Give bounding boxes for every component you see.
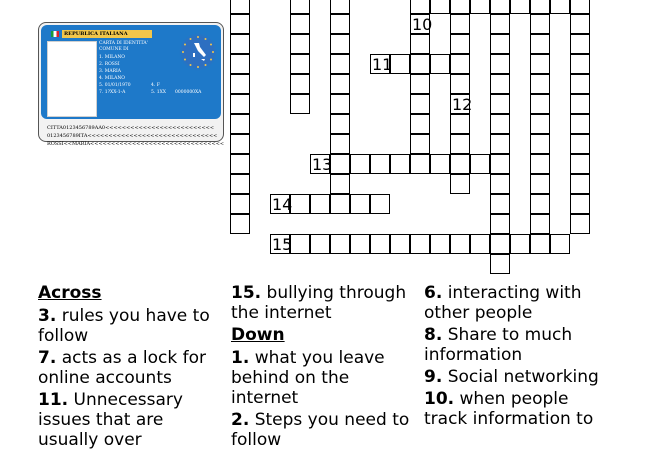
grid-cell[interactable] — [370, 234, 390, 254]
grid-cell[interactable] — [570, 74, 590, 94]
grid-cell[interactable] — [330, 74, 350, 94]
grid-cell[interactable] — [410, 134, 430, 154]
clue-number: 15 — [272, 235, 293, 254]
id-field: 0000000XA — [175, 90, 202, 95]
grid-cell[interactable] — [410, 54, 430, 74]
grid-cell[interactable] — [410, 34, 430, 54]
grid-cell[interactable] — [490, 194, 510, 214]
id-field: 5. 1XX — [151, 90, 166, 95]
grid-cell[interactable] — [230, 0, 250, 14]
grid-cell[interactable] — [230, 94, 250, 114]
grid-cell[interactable] — [530, 234, 550, 254]
grid-cell[interactable] — [450, 14, 470, 34]
id-card-header: REPUBLICA ITALIANA — [64, 31, 128, 37]
grid-cell[interactable] — [470, 154, 490, 174]
id-field: 1. MILANO — [99, 55, 125, 60]
clue-number: 14 — [272, 195, 293, 214]
italian-flag-icon — [51, 31, 59, 37]
grid-cell[interactable] — [490, 0, 510, 14]
clue-item: 3. rules you have to follow — [38, 306, 210, 346]
grid-cell[interactable] — [330, 134, 350, 154]
grid-cell[interactable] — [530, 214, 550, 234]
clue-number: 13 — [312, 155, 333, 174]
grid-cell[interactable] — [490, 254, 510, 274]
grid-cell[interactable] — [530, 194, 550, 214]
grid-cell[interactable] — [490, 174, 510, 194]
grid-cell[interactable] — [510, 0, 530, 14]
grid-cell[interactable] — [230, 14, 250, 34]
grid-cell[interactable] — [410, 234, 430, 254]
grid-cell[interactable] — [230, 74, 250, 94]
mrz-line: ROSSI<<MARIA<<<<<<<<<<<<<<<<<<<<<<<<<<<<<<<< — [47, 141, 225, 147]
grid-cell[interactable] — [510, 234, 530, 254]
grid-cell[interactable] — [390, 154, 410, 174]
grid-cell[interactable] — [450, 174, 470, 194]
grid-cell[interactable] — [570, 54, 590, 74]
grid-cell[interactable] — [450, 54, 470, 74]
grid-cell[interactable] — [430, 0, 450, 14]
id-card-image — [38, 22, 225, 147]
grid-cell[interactable] — [330, 174, 350, 194]
grid-cell[interactable] — [470, 234, 490, 254]
grid-cell[interactable] — [290, 14, 310, 34]
grid-cell[interactable] — [530, 114, 550, 134]
grid-cell[interactable] — [570, 154, 590, 174]
grid-cell[interactable] — [350, 154, 370, 174]
grid-cell[interactable] — [450, 114, 470, 134]
grid-cell[interactable] — [490, 14, 510, 34]
grid-cell[interactable] — [570, 134, 590, 154]
grid-cell[interactable] — [290, 34, 310, 54]
grid-cell[interactable] — [330, 34, 350, 54]
id-field: 2. ROSSI — [99, 62, 120, 67]
id-field: 7. 1?XX-1-A — [99, 90, 126, 95]
grid-cell[interactable] — [490, 234, 510, 254]
grid-cell[interactable] — [570, 34, 590, 54]
grid-cell[interactable] — [230, 154, 250, 174]
grid-cell[interactable] — [290, 94, 310, 114]
clues-column-2 — [231, 283, 419, 452]
grid-cell[interactable] — [230, 34, 250, 54]
grid-cell[interactable] — [230, 194, 250, 214]
down-heading: Down — [231, 325, 285, 345]
grid-cell[interactable] — [230, 134, 250, 154]
grid-cell[interactable] — [490, 114, 510, 134]
grid-cell[interactable] — [310, 194, 330, 214]
grid-cell[interactable] — [290, 74, 310, 94]
clue-item: 1. what you leave behind on the internet — [231, 348, 385, 408]
grid-cell[interactable] — [470, 0, 490, 14]
grid-cell[interactable] — [390, 234, 410, 254]
grid-cell[interactable] — [310, 234, 330, 254]
grid-cell[interactable] — [290, 234, 310, 254]
grid-cell[interactable] — [530, 14, 550, 34]
grid-cell[interactable] — [450, 234, 470, 254]
grid-cell[interactable] — [450, 34, 470, 54]
id-field: 4. F — [151, 83, 160, 88]
europe-map-emblem-icon — [179, 33, 217, 71]
grid-cell[interactable] — [490, 74, 510, 94]
grid-cell[interactable] — [230, 214, 250, 234]
grid-cell[interactable] — [410, 0, 430, 14]
grid-cell[interactable] — [430, 234, 450, 254]
clue-number: 11 — [372, 55, 393, 74]
grid-cell[interactable] — [330, 14, 350, 34]
clue-item: 7. acts as a lock for online accounts — [38, 348, 206, 388]
grid-cell[interactable] — [290, 54, 310, 74]
clue-item: 6. interacting with other people — [424, 283, 582, 323]
grid-cell[interactable] — [570, 14, 590, 34]
grid-cell[interactable] — [530, 134, 550, 154]
id-photo-placeholder — [47, 41, 97, 117]
grid-cell[interactable] — [230, 174, 250, 194]
grid-cell[interactable] — [450, 0, 470, 14]
grid-cell[interactable] — [230, 114, 250, 134]
grid-cell[interactable] — [330, 0, 350, 14]
grid-cell[interactable] — [530, 154, 550, 174]
grid-cell[interactable] — [570, 214, 590, 234]
grid-cell[interactable] — [350, 194, 370, 214]
grid-cell[interactable] — [570, 114, 590, 134]
grid-cell[interactable] — [430, 54, 450, 74]
id-field: 5. 01/01/1970 — [99, 83, 131, 88]
grid-cell[interactable] — [570, 94, 590, 114]
clue-item: 9. Social networking — [424, 367, 599, 387]
clue-item: 10. when people track information to — [424, 389, 594, 429]
grid-cell[interactable] — [570, 194, 590, 214]
grid-cell[interactable] — [330, 234, 350, 254]
grid-cell[interactable] — [490, 94, 510, 114]
id-field: CARTA DI IDENTITA' — [99, 41, 148, 46]
clue-item: 11. Unnecessary issues that are usually over — [38, 390, 183, 450]
id-field: 4. MILANO — [99, 76, 125, 81]
grid-cell[interactable] — [490, 134, 510, 154]
grid-cell[interactable] — [450, 154, 470, 174]
clue-item: 8. Share to much information — [424, 325, 573, 365]
grid-cell[interactable] — [550, 234, 570, 254]
grid-cell[interactable] — [490, 214, 510, 234]
grid-cell[interactable] — [330, 114, 350, 134]
grid-cell[interactable] — [550, 0, 570, 14]
clue-number: 10 — [412, 15, 433, 34]
grid-cell[interactable] — [530, 174, 550, 194]
grid-cell[interactable] — [410, 74, 430, 94]
grid-cell[interactable] — [410, 114, 430, 134]
grid-cell[interactable] — [330, 154, 350, 174]
grid-cell[interactable] — [410, 154, 430, 174]
grid-cell[interactable] — [330, 94, 350, 114]
grid-cell[interactable] — [530, 94, 550, 114]
clue-number: 12 — [452, 95, 473, 114]
grid-cell[interactable] — [490, 54, 510, 74]
clues-column-1 — [38, 283, 223, 452]
grid-cell[interactable] — [530, 74, 550, 94]
clue-item: 2. Steps you need to follow — [231, 410, 410, 450]
grid-cell[interactable] — [570, 0, 590, 14]
mrz-line: CITTA0123456789AA0<<<<<<<<<<<<<<<<<<<<<<<<<< — [47, 125, 215, 131]
clues-column-3 — [424, 283, 614, 431]
id-field: COMUNE DI — [99, 47, 129, 52]
grid-cell[interactable] — [290, 0, 310, 14]
clue-item: 15. bullying through the internet — [231, 283, 407, 323]
grid-cell[interactable] — [490, 154, 510, 174]
grid-cell[interactable] — [530, 0, 550, 14]
grid-cell[interactable] — [450, 134, 470, 154]
mrz-line: 0123456789ITA<<<<<<<<<<<<<<<<<<<<<<<<<<<<<<< — [47, 133, 218, 139]
id-card-front — [41, 25, 221, 119]
grid-cell[interactable] — [450, 74, 470, 94]
grid-cell[interactable] — [370, 194, 390, 214]
grid-cell[interactable] — [490, 34, 510, 54]
id-field: 3. MARIA — [99, 69, 121, 74]
grid-cell[interactable] — [290, 194, 310, 214]
grid-cell[interactable] — [430, 154, 450, 174]
grid-cell[interactable] — [350, 234, 370, 254]
grid-cell[interactable] — [530, 34, 550, 54]
grid-cell[interactable] — [410, 94, 430, 114]
grid-cell[interactable] — [330, 54, 350, 74]
grid-cell[interactable] — [570, 174, 590, 194]
grid-cell[interactable] — [390, 54, 410, 74]
grid-cell[interactable] — [230, 54, 250, 74]
grid-cell[interactable] — [530, 54, 550, 74]
grid-cell[interactable] — [330, 194, 350, 214]
across-heading: Across — [38, 283, 102, 303]
grid-cell[interactable] — [370, 154, 390, 174]
